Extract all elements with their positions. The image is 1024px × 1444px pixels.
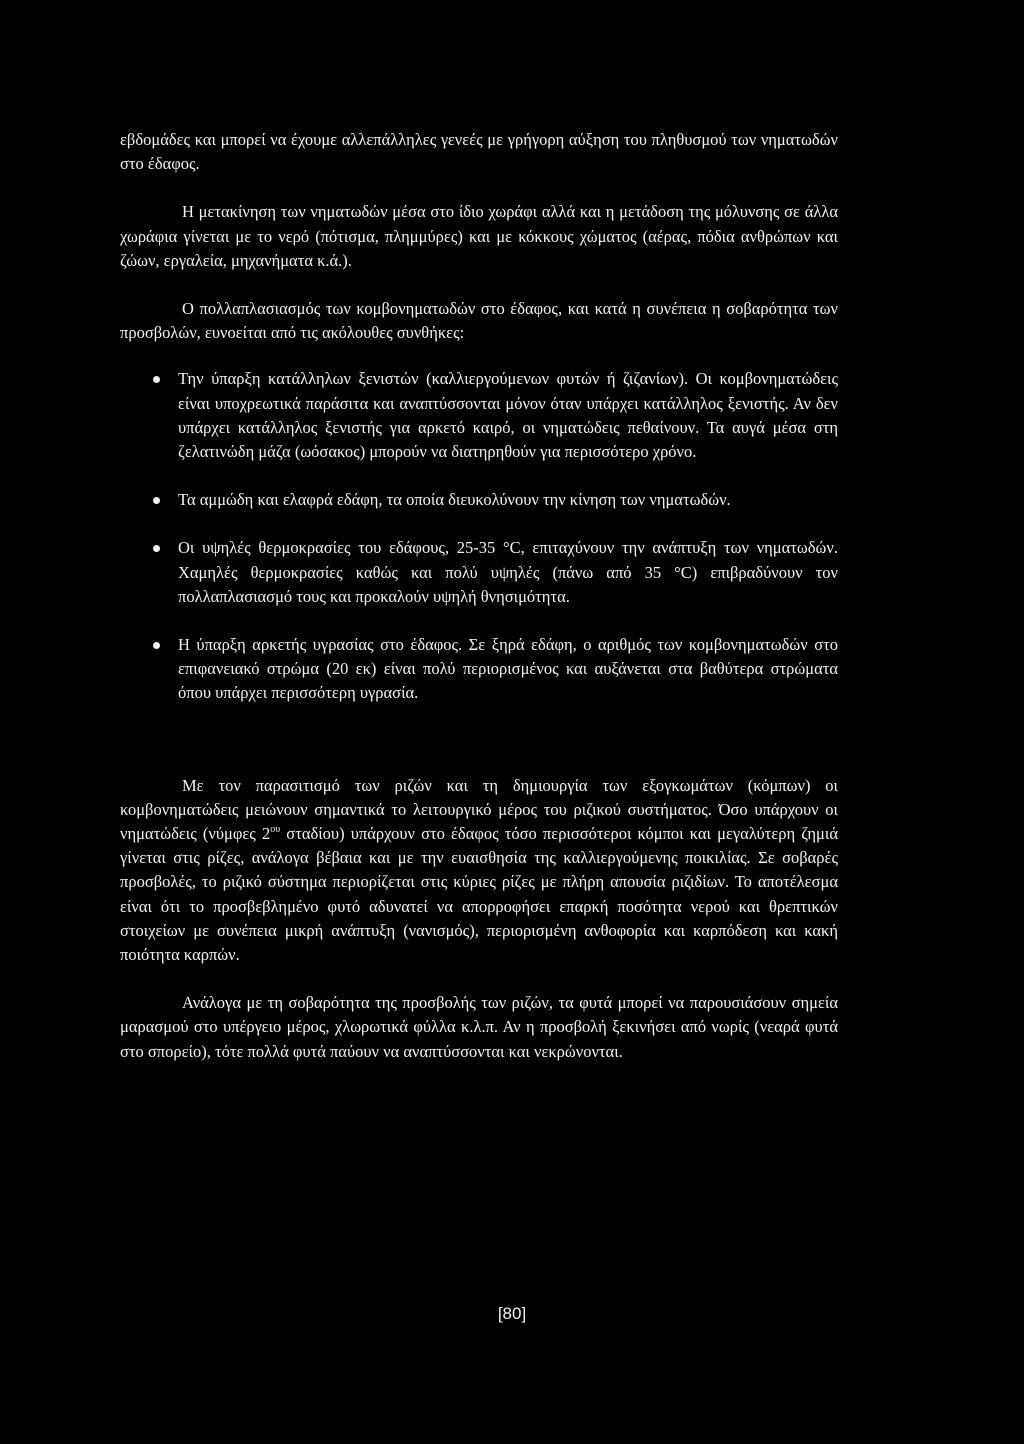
list-item-text: Τα αμμώδη και ελαφρά εδάφη, τα οποία διευκολύνουν την κίνηση των νηματωδών. [178,490,731,510]
paragraph-movement: Η μετακίνηση των νηματωδών μέσα στο ίδιο χωράφι αλλά και η μετάδοση της μόλυνσης σε άλλα χωράφια γίνεται με το νερό (πότισμα, πλημμύρες) και με κόκκους χώματος (αέρας, πόδια ανθρώπων και ζώων, εργαλεία, μηχανήματα κ.ά.). [120,202,838,270]
conditions-list [120,367,838,705]
parasitism-text-end: σταδίου) υπάρχουν στο έδαφος τόσο περισσότεροι κόμποι και μεγαλύτερη ζημιά γίνεται στις ρίζες, ανάλογα βέβαια και με την ευαισθησία της καλλιεργούμενης ποικιλίας. Σε σοβαρές προσβολές, το ριζικό σύστημα περιορίζεται στις κύριες ρίζες με πλήρη απουσία ριζιδίων. Το αποτέλεσμα είναι ότι το προσβεβλημένο φυτό αδυνατεί να απορροφήσει επαρκή ποσότητα νερού και θρεπτικών στοιχείων με συνέπεια μικρή ανάπτυξη (νανισμός), περιορισμένη ανθοφορία και καρπόδεση και κακή ποιότητα καρπών. [120,824,838,965]
list-item [120,536,838,609]
paragraph-multiplication: Ο πολλαπλασιασμός των κομβονηματωδών στο έδαφος, και κατά η συνέπεια η σοβαρότητα των προσβολών, ευνοείται από τις ακόλουθες συνθήκες: [120,299,838,343]
list-item [120,633,838,706]
paragraph-continuation: εβδομάδες και μπορεί να έχουμε αλλεπάλληλες γενεές με γρήγορη αύξηση του πληθυσμού των νηματωδών στο έδαφος. [120,130,838,174]
list-item-text: Η ύπαρξη αρκετής υγρασίας στο έδαφος. Σε ξηρά εδάφη, ο αριθμός των κομβονηματωδών στο επιφανειακό στρώμα (20 εκ) είναι πολύ περιορισμένος και αυξάνεται στα βαθύτερα στρώματα όπου υπάρχει περισσότερη υγρασία. [178,635,838,703]
bullet-icon [153,376,160,383]
parasitism-text-start: Με τον παρασιτισμό των ριζών και τη δημιουργία των εξογκωμάτων (κόμπων) οι κομβονηματώδεις μειώνουν σημαντικά το λειτουργικό μέρος του ριζικού συστήματος. Όσο υπάρχουν οι νηματώδεις (νύμφες 2 [120,775,838,844]
document-body [120,128,838,1064]
page-number: [80] [497,1304,527,1323]
bullet-icon [153,497,160,504]
list-item [120,488,838,512]
list-item-text: Την ύπαρξη κατάλληλων ξενιστών (καλλιεργούμενων φυτών ή ζιζανίων). Οι κομβονηματώδεις είναι υποχρεωτικά παράσιτα και αναπτύσσονται μόνον όταν υπάρχει κατάλληλος ξενιστής. Αν δεν υπάρχει κατάλληλος ξενιστής για αρκετό καιρό, οι νηματώδεις πεθαίνουν. Τα αυγά μέσα στη ζελατινώδη μάζα (ωόσακος) μπορούν να διατηρηθούν για περισσότερο χρόνο. [178,369,838,462]
paragraph-symptoms: Ανάλογα με τη σοβαρότητα της προσβολής των ριζών, τα φυτά μπορεί να παρουσιάσουν σημεία μαρασμού στο υπέργειο μέρος, χλωρωτικά φύλλα κ.λ.π. Αν η προσβολή ξεκινήσει από νωρίς (νεαρά φυτά στο σπορείο), τότε πολλά φυτά παύουν να αναπτύσσονται και νεκρώνονται. [120,993,838,1061]
bullet-icon [153,642,160,649]
bullet-icon [153,545,160,552]
list-item-text: Οι υψηλές θερμοκρασίες του εδάφους, 25-35 °C, επιταχύνουν την ανάπτυξη των νηματωδών. Χαμηλές θερμοκρασίες καθώς και πολύ υψηλές (πάνω από 35 °C) επιβραδύνουν τον πολλαπλασιασμό τους και προκαλούν υψηλή θνησιμότητα. [178,538,838,606]
list-item [120,367,838,464]
stage-superscript: ου [270,824,281,836]
paragraph-parasitism [120,774,838,968]
section-spacer [120,730,838,774]
